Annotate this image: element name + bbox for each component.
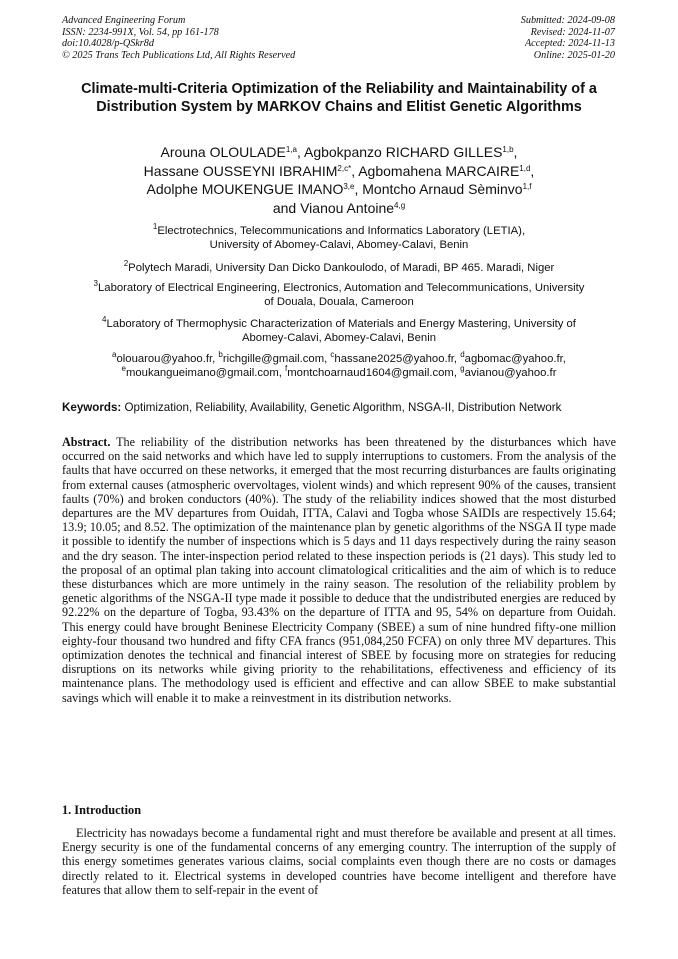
doi-line: doi:10.4028/p-QSkr8d bbox=[62, 38, 154, 50]
keywords-line bbox=[62, 401, 618, 415]
affiliation-1: $^1$Electrotechnics, Telecommunications and Informatics Laboratory (LETIA), University of Abomey-Calavi, Abomey-Calavi, Benin bbox=[152, 222, 526, 251]
accepted-date: Accepted: 2024-11-13 bbox=[524, 38, 615, 50]
abstract-text: The reliability of the distribution networks has been threatened by the disturbances which have occurred on the said networks and which have led to supply interruptions to customers. From the analysis of the faults that have occurred on these networks, it emerged that the most recurring disturbances are faults originating from external causes (atmospheric overvoltages, violent winds) and which represent 90% of the causes, transient faults (70%) and broken conductors (40%). The study of the reliability indices showed that the most disturbed departures are the MV departures from Ouidah, ITTA, Calavi and Togba whose SAIDIs are respectively 15.64; 13.9; 10.05; and 8.52. The optimization of the maintenance plan by genetic algorithms of the NSGA II type made it possible to identify the number of inspections which is 5 days and 11 days respectively during the rainy season and the dry season. The inter-inspection period related to these inspection periods is (21 days). This study led to the proposal of an optimal plan taking into account climatological criticalities and the aim of which is to reduce these disturbances which are more untimely in the rainy season. The resolution of the reliability problem by genetic algorithms of the NSGA-II type made it possible to deduce that the undistributed energies are reduced by 92.22% on the departure of Togba, 93.43% on the departure of ITTA and 95, 54% on departure from Ouidah. This energy could have brought Beninese Electricity Company (SBEE) a sum of nine hundred fifty-one million eighty-four thousand two hundred and fifty CFA francs (951,084,250 FCFA) on only three MV departures. This optimization denotes the technical and financial interest of SBEE by focusing more on strategies for reducing disruptions on its networks while giving priority to the rehabilitations, effectiveness and efficiency of its maintenance plans. The methodology used is efficient and effective and can allow SBEE to make substantial savings which will enable it to make a reinvestment in its distribution networks. bbox=[62, 435, 617, 705]
email-list: $^a$olouarou@yahoo.fr, $^b$richgille@gmail.com, $^c$hassane2025@yahoo.fr, $^d$agbomac@yahoo.fr, $^e$moukangueimano@gmail.com, $^f$montchoarnaud1604@gmail.com, $^g$avianou@yahoo.fr bbox=[112, 350, 566, 379]
publication-dates bbox=[521, 15, 615, 61]
abstract-label: Abstract. bbox=[62, 435, 111, 449]
copyright-line: © 2025 Trans Tech Publications Ltd, All Rights Reserved bbox=[62, 49, 296, 61]
intro-paragraph: Electricity has nowadays become a fundamental right and must therefore be available and present at all times. Energy security is one of the fundamental concerns of any emerging country. The interruption of the supply of this energy sometimes generates various claims, social complaints even though there are no costs or damages directly related to it. Electrical systems in developed countries have become intelligent and therefore have features that allow them to self-repair in the event of bbox=[62, 826, 616, 897]
author-list bbox=[60, 143, 618, 217]
online-date: Online: 2025-01-20 bbox=[533, 49, 615, 61]
journal-info bbox=[62, 15, 295, 61]
keywords-label: Keywords: bbox=[62, 401, 122, 414]
affiliation-4: $^4$Laboratory of Thermophysic Characterization of Materials and Energy Mastering, University of Abomey-Calavi, Abomey-Calavi, Benin bbox=[102, 315, 576, 344]
revised-date: Revised: 2024-11-07 bbox=[530, 26, 615, 38]
author: and Vianou Antoine$^{4,g}$ bbox=[272, 199, 406, 216]
author: Arouna OLOULADE$^{1,a}$, bbox=[160, 144, 304, 160]
affiliation-3: $^3$Laboratory of Electrical Engineering, Electronics, Automation and Telecommunications, University of Douala, Douala, Cameroon bbox=[93, 279, 585, 308]
email-link[interactable]: $^f$montchoarnaud1604@gmail.com bbox=[285, 364, 454, 379]
submitted-date: Submitted: 2024-09-08 bbox=[520, 15, 615, 26]
author: Hassane OUSSEYNI $IBRAHIM^{2,c*}$, bbox=[143, 162, 359, 179]
email-link[interactable]: $^g$avianou@yahoo.fr bbox=[460, 364, 557, 379]
affiliation-2: $^2$Polytech Maradi, University Dan Dicko Dankoulodo, of Maradi, BP 465. Maradi, Niger bbox=[123, 259, 555, 274]
author: Agbokpanzo RICHARD GILLES$^{1,b}$, bbox=[303, 144, 518, 160]
issn-line: ISSN: 2234-991X, Vol. 54, pp 161-178 bbox=[62, 26, 219, 38]
author: Montcho Arnaud Sèminvo$^{1,f}$ bbox=[362, 181, 532, 197]
section-heading: 1. Introduction bbox=[62, 803, 142, 817]
abstract-paragraph bbox=[62, 435, 616, 705]
journal-name: Advanced Engineering Forum bbox=[62, 15, 186, 26]
keywords-text: Optimization, Reliability, Availability, Genetic Algorithm, NSGA-II, Distribution Network bbox=[124, 401, 562, 414]
author: Adolphe MOUKENGUE IMANO$^{3,e}$, bbox=[146, 181, 363, 197]
email-link[interactable]: $^b$richgille@gmail.com bbox=[218, 350, 325, 365]
email-link[interactable]: $^d$agbomac@yahoo.fr bbox=[460, 350, 563, 365]
author: Agbomahena MARCAIRE$^{1,d}$, bbox=[358, 162, 535, 179]
email-link[interactable]: $^c$hassane2025@yahoo.fr bbox=[330, 350, 454, 365]
email-link[interactable]: $^e$moukangueimano@gmail.com bbox=[121, 364, 279, 379]
paper-title: Climate-multi-Criteria Optimization of the Reliability and Maintainability of a Distribution System by MARKOV Chains and Elitist Genetic Algorithms bbox=[81, 81, 597, 115]
email-link[interactable]: $^a$olouarou@yahoo.fr bbox=[112, 350, 213, 365]
